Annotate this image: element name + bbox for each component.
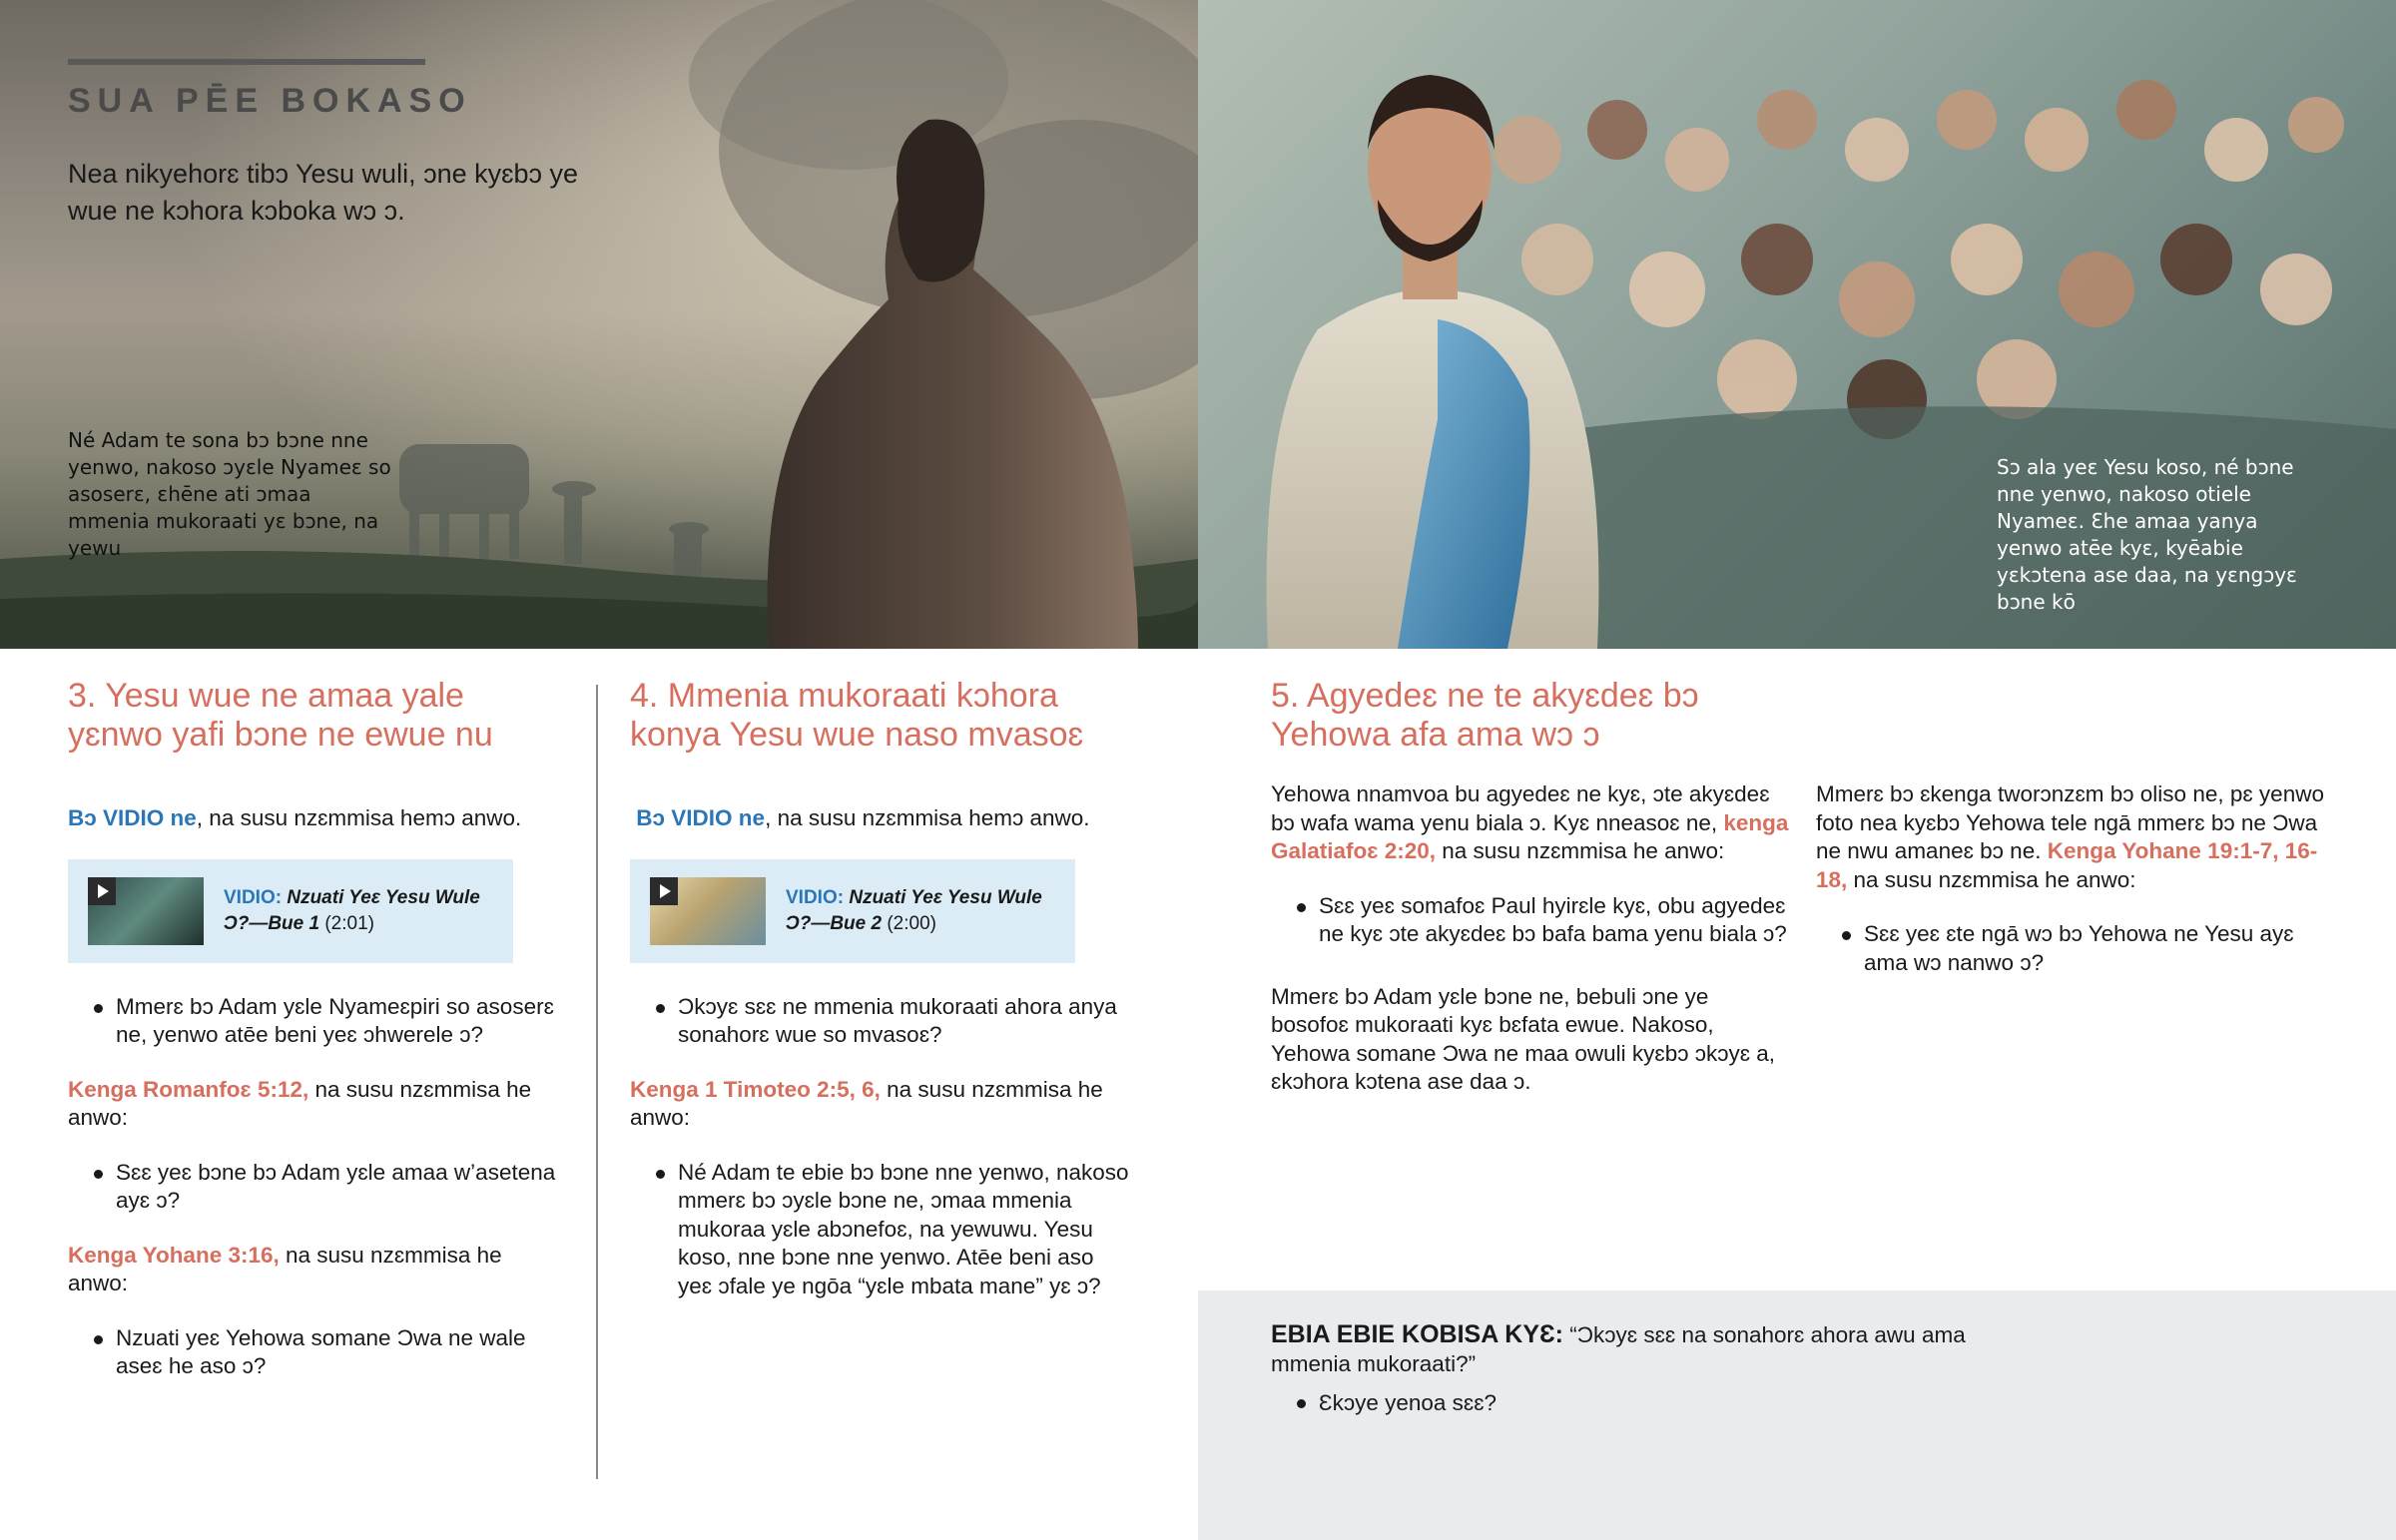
tip-content [1271, 1320, 2030, 1443]
section-4-title: 4. Mmenia mukoraati kɔhora konya Yesu wue naso mvasoɛ [630, 677, 1084, 754]
scripture-prompt: Kenga Yohane 3:16, na susu nzɛmmisa he anwo: [68, 1242, 502, 1295]
list-item: Sɛɛ yeɛ somafoɛ Paul hyirɛle kyɛ, obu agyedeɛ ne kyɛ ɔte akyɛdeɛ bɔ bafa bama yenu biala ɔ? [1271, 892, 1790, 949]
question-list [68, 1159, 567, 1216]
jesus-caption: Sɔ ala yeɛ Yesu koso, né bɔne nne yenwo, nakoso otiele Nyameɛ. Ɛhe amaa yanya yenwo atēe kyɛ, kyēabie yɛkɔtena ase daa, na yɛngɔyɛ bɔne kō [1997, 455, 2297, 614]
scripture-prompt: Kenga 1 Timoteo 2:5, 6, na susu nzɛmmisa he anwo: [630, 1076, 1103, 1130]
section-5-continued [1816, 780, 2335, 1003]
question-list [68, 1324, 567, 1381]
list-item: Ɔkɔyɛ sɛɛ ne mmenia mukoraati ahora anya sonahorɛ wue so mvasoɛ? [630, 993, 1129, 1050]
section-4-intro: Bɔ VIDIO ne, na susu nzɛmmisa hemɔ anwo. [636, 805, 1090, 830]
list-item: Né Adam te ebie bɔ bɔne nne yenwo, nakoso mmerɛ bɔ ɔyɛle bɔne ne, ɔmaa mmenia mukoraa yɛle abɔnefoɛ, na yewuwu. Yesu koso, nne bɔne nne yenwo. Atēe beni aso yeɛ ɔfale ye ngōa “yɛle mbata mane” yɛ ɔ? [630, 1159, 1129, 1301]
section-3-title: 3. Yesu wue ne amaa yale yɛnwo yafi bɔne ne ewue nu [68, 677, 493, 754]
scripture-reference: Kenga 1 Timoteo 2:5, 6, [630, 1076, 881, 1102]
play-video-link[interactable]: Bɔ VIDIO ne [68, 805, 197, 830]
scripture-reference: Kenga Romanfoɛ 5:12, [68, 1076, 309, 1102]
illustration-jesus-crowd [1198, 0, 2396, 649]
list-item: Sɛɛ yeɛ ɛte ngā wɔ bɔ Yehowa ne Yesu ayɛ ama wɔ nanwo ɔ? [1816, 920, 2335, 977]
section-5-title: 5. Agyedeɛ ne te akyɛdeɛ bɔ Yehowa afa ama wɔ ɔ [1271, 677, 1699, 754]
play-icon[interactable] [88, 877, 116, 905]
tip-label: EBIA EBIE KOBISA KYƐ: [1271, 1320, 1564, 1348]
section-4 [630, 677, 1129, 1326]
list-item: Nzuati yeɛ Yehowa somane Ɔwa ne wale aseɛ he aso ɔ? [68, 1324, 567, 1381]
play-video-link[interactable]: Bɔ VIDIO ne [636, 805, 766, 830]
question-list [630, 1159, 1129, 1301]
scripture-reference: Kenga Yohane 3:16, [68, 1242, 280, 1268]
video-card-part-1[interactable] [68, 859, 513, 963]
section-5-paragraph-1: Yehowa nnamvoa bu agyedeɛ ne kyɛ, ɔte akyɛdeɛ bɔ wafa wama yenu biala ɔ. Kyɛ nneasoɛ ne, kenga Galatiafoɛ 2:20, na susu nzɛmmisa he anwo: [1271, 781, 1789, 863]
list-item: Sɛɛ yeɛ bɔne bɔ Adam yɛle amaa w’asetena ayɛ ɔ? [68, 1159, 567, 1216]
section-5-paragraph-3: Mmerɛ bɔ ɛkenga tworɔnzɛm bɔ oliso ne, pɛ yenwo foto nea kyɛbɔ Yehowa tele ngā mmerɛ bɔ ne Ɔwa ne nwu amaneɛ bɔ ne. Kenga Yohane 19:1-7, 16-18, na susu nzɛmmisa he anwo: [1816, 781, 2324, 892]
section-3-intro: Bɔ VIDIO ne, na susu nzɛmmisa hemɔ anwo. [68, 805, 522, 830]
scripture-reference: Kenga Yohane 19:1-7, 16-18, [1816, 838, 2318, 892]
video-card-part-2[interactable] [630, 859, 1075, 963]
illustration-adam [0, 0, 1198, 649]
kicker-rule [68, 59, 425, 65]
lead-text: Nea nikyehorɛ tibɔ Yesu wuli, ɔne kyɛbɔ ye wue ne kɔhora kɔboka wɔ ɔ. [68, 159, 579, 226]
list-item: Ɛkɔye yenoa sɛɛ? [1271, 1388, 2030, 1417]
question-tip-panel [1198, 1290, 2396, 1540]
scripture-reference: kenga Galatiafoɛ 2:20, [1271, 809, 1789, 863]
video-thumbnail[interactable] [88, 877, 204, 945]
column-divider [596, 685, 598, 1479]
question-list [630, 993, 1129, 1050]
scripture-prompt: Kenga Romanfoɛ 5:12, na susu nzɛmmisa he anwo: [68, 1076, 532, 1130]
video-info: VIDIO: Nzuati Yeɛ Yesu Wule Ɔ?—Bue 2 (2:00) [786, 886, 1042, 934]
tip-question: EBIA EBIE KOBISA KYƐ: “Ɔkɔyɛ sɛɛ na sonahorɛ ahora awu ama mmenia mukoraati?” [1271, 1320, 1966, 1376]
video-info: VIDIO: Nzuati Yeɛ Yesu Wule Ɔ?—Bue 1 (2:01) [224, 886, 480, 934]
list-item: Mmerɛ bɔ Adam yɛle Nyameɛpiri so asoserɛ ne, yenwo atēe beni yeɛ ɔhwerele ɔ? [68, 993, 567, 1050]
video-thumbnail[interactable] [650, 877, 766, 945]
tip-list [1271, 1388, 2030, 1417]
adam-caption: Né Adam te sona bɔ bɔne nne yenwo, nakoso ɔyɛle Nyameɛ so asoserɛ, ɛhēne ati ɔmaa mmenia mukoraati yɛ bɔne, na yewu [68, 428, 391, 560]
question-list [1271, 892, 1790, 949]
section-3 [68, 677, 567, 1407]
section-5 [1271, 677, 1790, 1123]
section-5-paragraph-2: Mmerɛ bɔ Adam yɛle bɔne ne, bebuli ɔne ye bosofoɛ mukoraati kyɛ bɛfata ewue. Nakoso, Yehowa somane Ɔwa ne maa owuli kyɛbɔ ɔkɔyɛ a, ɛkɔhora kɔtena ase daa ɔ. [1271, 983, 1776, 1094]
play-icon[interactable] [650, 877, 678, 905]
question-list [68, 993, 567, 1050]
question-list [1816, 920, 2335, 977]
kicker-title: SUA PĒE BOKASO [68, 82, 472, 120]
